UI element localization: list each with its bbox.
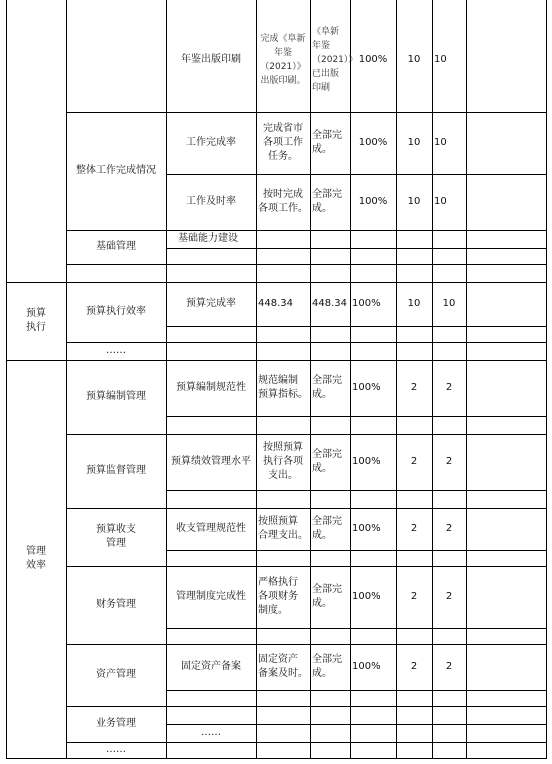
grid-line bbox=[166, 758, 547, 759]
cell-rate-budget-completion: 100% bbox=[352, 298, 381, 309]
cell-target-performance-level: 按照预算 执行各项 支出。 bbox=[263, 442, 303, 481]
cell-actual-performance-level: 全部完 成。 bbox=[312, 449, 342, 474]
cell-weight-yearbook: 10 bbox=[407, 54, 421, 65]
cell-rate-budget-standard: 100% bbox=[352, 382, 381, 393]
cell-score-system-completion: 2 bbox=[445, 591, 453, 602]
cell-target-asset-filing: 固定资产 备案及时。 bbox=[258, 654, 308, 679]
cell-target-timeliness: 按时完成 各项工作。 bbox=[258, 189, 308, 214]
cell-score-performance-level: 2 bbox=[445, 456, 453, 467]
cell-weight-asset-filing: 2 bbox=[410, 661, 418, 672]
cell-score-yearbook: 10 bbox=[434, 54, 447, 65]
cell-actual-budget-completion: 448.34 bbox=[312, 298, 347, 309]
cell-item-yearbook: 年鉴出版印刷 bbox=[181, 54, 241, 65]
cell-actual-asset-filing: 全部完 成。 bbox=[312, 654, 342, 679]
cell-score-work-completion: 10 bbox=[434, 137, 447, 148]
cell-item-performance-level: 预算绩效管理水平 bbox=[171, 456, 251, 467]
grid-line bbox=[166, 706, 547, 707]
grid-line bbox=[166, 416, 547, 417]
cell-actual-budget-standard: 全部完 成。 bbox=[312, 375, 342, 400]
cell-actual-system-completion: 全部完 成。 bbox=[312, 584, 342, 609]
cell-target-income-standard: 按照预算 合理支出。 bbox=[258, 516, 308, 541]
cell-weight-budget-completion: 10 bbox=[407, 298, 421, 309]
grid-line bbox=[66, 758, 167, 759]
grid-line bbox=[66, 264, 167, 265]
cell-item-budget-completion: 预算完成率 bbox=[186, 298, 236, 309]
cell-item-timeliness: 工作及时率 bbox=[186, 196, 236, 207]
cell-weight-budget-standard: 2 bbox=[410, 382, 418, 393]
cell-actual-yearbook: 《阜新 年鉴 （2021）》 已出版 印刷 bbox=[312, 27, 358, 93]
ellipsis-business: …… bbox=[201, 727, 221, 738]
cell-weight-income-standard: 2 bbox=[410, 523, 418, 534]
group-business-management: 业务管理 bbox=[96, 718, 136, 729]
cell-target-budget-standard: 规范编制 预算指标。 bbox=[258, 375, 308, 400]
grid-line bbox=[6, 758, 67, 759]
cell-target-system-completion: 严格执行 各项财务 制度。 bbox=[258, 577, 298, 616]
grid-line bbox=[166, 342, 547, 343]
cell-target-budget-completion: 448.34 bbox=[258, 298, 293, 309]
group-budget-supervision: 预算监督管理 bbox=[86, 465, 146, 476]
cell-target-yearbook: 完成《阜新 年鉴 （2021）》 出版印刷。 bbox=[260, 34, 306, 86]
ellipsis-budget: …… bbox=[106, 345, 126, 356]
group-finance-management: 财务管理 bbox=[96, 599, 136, 610]
grid-line bbox=[166, 742, 547, 743]
group-budget-preparation: 预算编制管理 bbox=[86, 391, 146, 402]
cell-rate-performance-level: 100% bbox=[352, 456, 381, 467]
grid-line bbox=[166, 264, 547, 265]
cell-rate-system-completion: 100% bbox=[352, 591, 381, 602]
group-budget-income: 预算收支 管理 bbox=[96, 524, 136, 549]
cell-score-budget-standard: 2 bbox=[445, 382, 453, 393]
cell-rate-asset-filing: 100% bbox=[352, 661, 381, 672]
cell-score-timeliness: 10 bbox=[434, 196, 447, 207]
cell-score-budget-completion: 10 bbox=[442, 298, 456, 309]
group-overall-work: 整体工作完成情况 bbox=[76, 165, 156, 176]
group-basic-management: 基础管理 bbox=[96, 241, 136, 252]
cell-item-income-standard: 收支管理规范性 bbox=[176, 523, 246, 534]
cell-item-work-completion: 工作完成率 bbox=[186, 137, 236, 148]
cell-actual-timeliness: 全部完 成。 bbox=[312, 189, 342, 214]
cell-item-asset-filing: 固定资产备案 bbox=[181, 661, 241, 672]
cell-score-asset-filing: 2 bbox=[445, 661, 453, 672]
cell-item-basic-capacity: 基础能力建设 bbox=[178, 233, 238, 244]
grid-line bbox=[166, 690, 547, 691]
cell-actual-income-standard: 全部完 成。 bbox=[312, 516, 342, 541]
cell-actual-work-completion: 全部完 成。 bbox=[312, 130, 342, 155]
grid-line bbox=[166, 326, 547, 327]
grid-line bbox=[166, 628, 547, 629]
cell-rate-income-standard: 100% bbox=[352, 523, 381, 534]
category-budget-execution: 预算 执行 bbox=[26, 308, 46, 333]
cell-weight-performance-level: 2 bbox=[410, 456, 418, 467]
category-management-efficiency: 管理 效率 bbox=[26, 546, 46, 571]
cell-item-budget-standard: 预算编制规范性 bbox=[176, 382, 246, 393]
grid-line bbox=[166, 550, 547, 551]
ellipsis-management: …… bbox=[106, 744, 126, 755]
cell-weight-system-completion: 2 bbox=[410, 591, 418, 602]
group-budget-execution-efficiency: 预算执行效率 bbox=[86, 306, 146, 317]
grid-line bbox=[166, 248, 547, 249]
cell-weight-timeliness: 10 bbox=[407, 196, 421, 207]
cell-item-system-completion: 管理制度完成性 bbox=[176, 591, 246, 602]
group-asset-management: 资产管理 bbox=[96, 669, 136, 680]
cell-score-income-standard: 2 bbox=[445, 523, 453, 534]
cell-rate-timeliness: 100% bbox=[358, 196, 388, 207]
grid-line bbox=[166, 490, 547, 491]
cell-target-work-completion: 完成省市 各项工作 任务。 bbox=[263, 123, 303, 162]
cell-weight-work-completion: 10 bbox=[407, 137, 421, 148]
cell-rate-yearbook: 100% bbox=[358, 54, 388, 65]
cell-rate-work-completion: 100% bbox=[358, 137, 388, 148]
